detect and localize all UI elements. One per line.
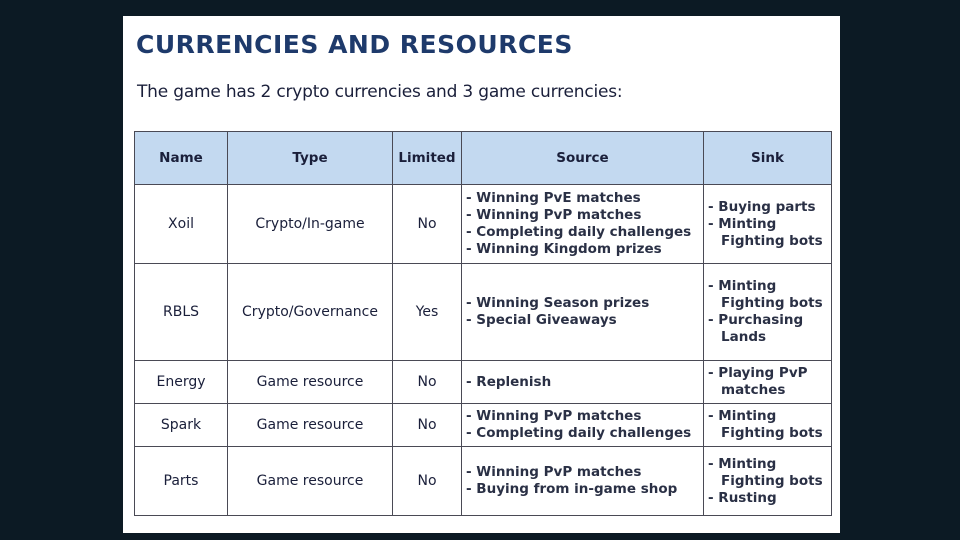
cell-limited: No: [393, 447, 462, 516]
sink-item: - Buying parts: [708, 198, 816, 215]
cell-source: [462, 185, 704, 264]
cell-limited: Yes: [393, 264, 462, 361]
source-item: - Special Giveaways: [466, 312, 617, 328]
page-title: CURRENCIES AND RESOURCES: [136, 30, 573, 59]
intro-text: The game has 2 crypto currencies and 3 game currencies:: [137, 82, 623, 102]
header-name: Name: [135, 132, 228, 185]
cell-sink: [704, 185, 832, 264]
cell-name: Parts: [135, 447, 228, 516]
cell-source: [462, 264, 704, 361]
sink-item: - Rusting: [708, 489, 777, 506]
cell-type: Game resource: [228, 361, 393, 404]
header-type: Type: [228, 132, 393, 185]
sink-item: - Minting Fighting bots: [708, 408, 823, 441]
cell-limited: No: [393, 404, 462, 447]
source-item: - Winning Kingdom prizes: [466, 241, 662, 257]
table-row: [135, 361, 832, 404]
cell-source: [462, 361, 704, 404]
cell-name: Spark: [135, 404, 228, 447]
table-header-row: [135, 132, 832, 185]
cell-limited: No: [393, 361, 462, 404]
header-limited: Limited: [393, 132, 462, 185]
source-item: - Completing daily challenges: [466, 224, 692, 240]
table-row: [135, 264, 832, 361]
cell-source: [462, 447, 704, 516]
cell-sink: [704, 404, 832, 447]
source-item: - Replenish: [466, 373, 552, 390]
cell-limited: No: [393, 185, 462, 264]
cell-type: Game resource: [228, 404, 393, 447]
cell-sink: [704, 361, 832, 404]
table-row: [135, 447, 832, 516]
sink-item: - Purchasing Lands: [708, 312, 804, 345]
document-page: [123, 16, 840, 533]
source-item: - Winning PvP matches: [466, 207, 642, 223]
table-row: [135, 185, 832, 264]
cell-sink: [704, 264, 832, 361]
header-source: Source: [462, 132, 704, 185]
source-item: - Completing daily challenges: [466, 425, 692, 441]
cell-type: Crypto/In-game: [228, 185, 393, 264]
currency-table: [134, 131, 832, 516]
sink-item: - Minting Fighting bots: [708, 215, 823, 249]
source-item: - Winning PvE matches: [466, 190, 641, 206]
source-item: - Buying from in-game shop: [466, 481, 678, 497]
source-item: - Winning Season prizes: [466, 295, 650, 311]
cell-name: Energy: [135, 361, 228, 404]
cell-type: Crypto/Governance: [228, 264, 393, 361]
sink-item: - Playing PvP matches: [708, 365, 808, 398]
cell-sink: [704, 447, 832, 516]
sink-item: - Minting Fighting bots: [708, 278, 823, 311]
source-item: - Winning PvP matches: [466, 408, 642, 424]
cell-name: RBLS: [135, 264, 228, 361]
source-item: - Winning PvP matches: [466, 464, 642, 480]
cell-type: Game resource: [228, 447, 393, 516]
table-row: [135, 404, 832, 447]
header-sink: Sink: [704, 132, 832, 185]
sink-item: - Minting Fighting bots: [708, 455, 823, 489]
cell-source: [462, 404, 704, 447]
cell-name: Xoil: [135, 185, 228, 264]
